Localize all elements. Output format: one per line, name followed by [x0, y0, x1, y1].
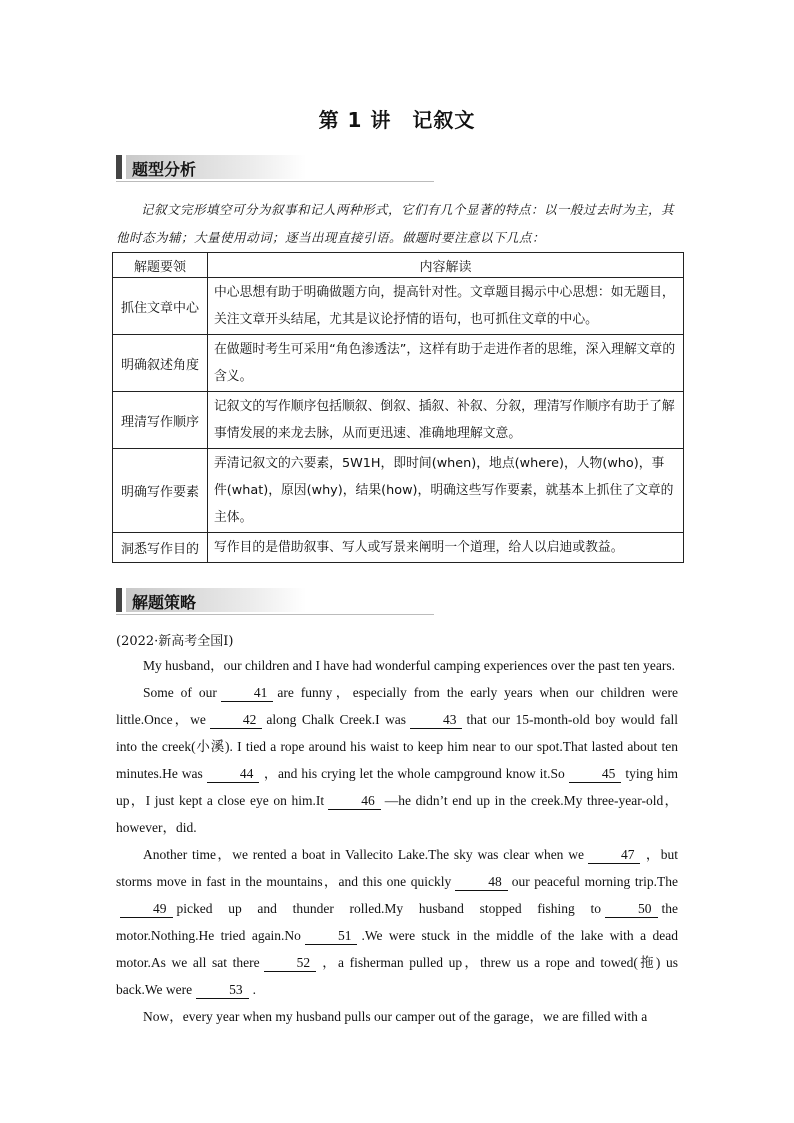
- blank-49[interactable]: 49: [120, 901, 173, 918]
- table-cell-key: 理清写作顺序: [113, 392, 208, 449]
- blank-52[interactable]: 52: [264, 955, 317, 972]
- passage-text: that our 15-month-old boy would fall into the creek(小溪). I tied a rope around his waist to keep him near to our spot.That lasted about ten minutes.He was: [116, 712, 678, 781]
- table-row: [113, 335, 684, 392]
- section-title-analysis: 题型分析: [132, 160, 197, 179]
- passage-text: our peaceful morning trip.The: [511, 874, 678, 889]
- passage-text: .: [252, 982, 256, 997]
- table-row: [113, 278, 684, 335]
- passage-text: tying him up，I just kept a close eye on him.It: [116, 766, 679, 808]
- cloze-passage: [116, 652, 678, 1030]
- table-header-key: 解题要领: [113, 253, 208, 278]
- passage-text: ，and his crying let the whole campground know it.So: [263, 766, 565, 781]
- passage-paragraph-2: [116, 679, 678, 841]
- table-cell-key: 明确写作要素: [113, 449, 208, 533]
- table-cell-value: 中心思想有助于明确做题方向，提高针对性。文章题目揭示中心思想：如无题目，关注文章开头结尾，尤其是议论抒情的语句，也可抓住文章的中心。: [208, 278, 684, 335]
- blank-41[interactable]: 41: [221, 685, 274, 702]
- section-header-strategy: [116, 588, 434, 616]
- passage-text: .We were stuck in the middle of the lake with a dead motor.As we all sat there: [116, 928, 678, 970]
- blank-43[interactable]: 43: [410, 712, 463, 729]
- blank-45[interactable]: 45: [569, 766, 622, 783]
- table-header-value: 内容解读: [208, 253, 684, 278]
- table-cell-value: 在做题时考生可采用“角色渗透法”，这样有助于走进作者的思维，深入理解文章的含义。: [208, 335, 684, 392]
- section-marker: [116, 155, 122, 179]
- passage-text: Another time，we rented a boat in Vallecito Lake.The sky was clear when we: [143, 847, 584, 862]
- analysis-table: [112, 252, 684, 563]
- blank-53[interactable]: 53: [196, 982, 249, 999]
- passage-text: —he didn’t end up in the creek.My three-year-old，however，did.: [116, 793, 678, 835]
- section-title-strategy: 解题策略: [132, 593, 197, 612]
- section-marker: [116, 588, 122, 612]
- blank-42[interactable]: 42: [210, 712, 263, 729]
- passage-text: are funny，especially from the early years when our children were little.Once，we: [116, 685, 678, 727]
- blank-46[interactable]: 46: [328, 793, 381, 810]
- passage-text: ，but storms move in fast in the mountains，and this one quickly: [116, 847, 678, 889]
- passage-text: picked up and thunder rolled.My husband stopped fishing to: [176, 901, 601, 916]
- table-cell-value: 记叙文的写作顺序包括顺叙、倒叙、插叙、补叙、分叙，理清写作顺序有助于了解事情发展的来龙去脉，从而更迅速、准确地理解文意。: [208, 392, 684, 449]
- section-underline: [116, 614, 434, 615]
- table-cell-key: 抓住文章中心: [113, 278, 208, 335]
- table-header-row: [113, 253, 684, 278]
- table-cell-key: 明确叙述角度: [113, 335, 208, 392]
- passage-text: Some of our: [143, 685, 217, 700]
- passage-text: ，a fisherman pulled up，threw us a rope and towed(拖) us back.We were: [116, 955, 678, 997]
- table-row: [113, 449, 684, 533]
- blank-47[interactable]: 47: [588, 847, 641, 864]
- passage-paragraph-3: [116, 841, 678, 1003]
- intro-paragraph: 记叙文完形填空可分为叙事和记人两种形式，它们有几个显著的特点：以一般过去时为主，其他时态为辅；大量使用动词；逐当出现直接引语。做题时要注意以下几点：: [116, 202, 675, 245]
- blank-48[interactable]: 48: [455, 874, 508, 891]
- table-row: [113, 533, 684, 563]
- blank-51[interactable]: 51: [305, 928, 358, 945]
- passage-paragraph-1: My husband，our children and I have had wonderful camping experiences over the past ten years.: [143, 658, 675, 673]
- table-row: [113, 392, 684, 449]
- section-header-analysis: [116, 155, 434, 183]
- passage-text: along Chalk Creek.I was: [266, 712, 406, 727]
- blank-44[interactable]: 44: [207, 766, 260, 783]
- exam-source: (2022·新高考全国Ⅰ): [116, 634, 234, 649]
- table-cell-key: 洞悉写作目的: [113, 533, 208, 563]
- blank-50[interactable]: 50: [605, 901, 658, 918]
- table-cell-value: 弄清记叙文的六要素，5W1H，即时间(when)，地点(where)，人物(who)，事件(what)，原因(why)，结果(how)，明确这些写作要素，就基本上抓住了文章的主体。: [208, 449, 684, 533]
- passage-text: the motor.Nothing.He tried again.No: [116, 901, 678, 943]
- section-underline: [116, 181, 434, 182]
- passage-paragraph-4: Now，every year when my husband pulls our camper out of the garage，we are filled with a: [143, 1009, 648, 1024]
- page-title: 第 1 讲 记叙文: [318, 108, 476, 132]
- table-cell-value: 写作目的是借助叙事、写人或写景来阐明一个道理，给人以启迪或教益。: [208, 533, 684, 563]
